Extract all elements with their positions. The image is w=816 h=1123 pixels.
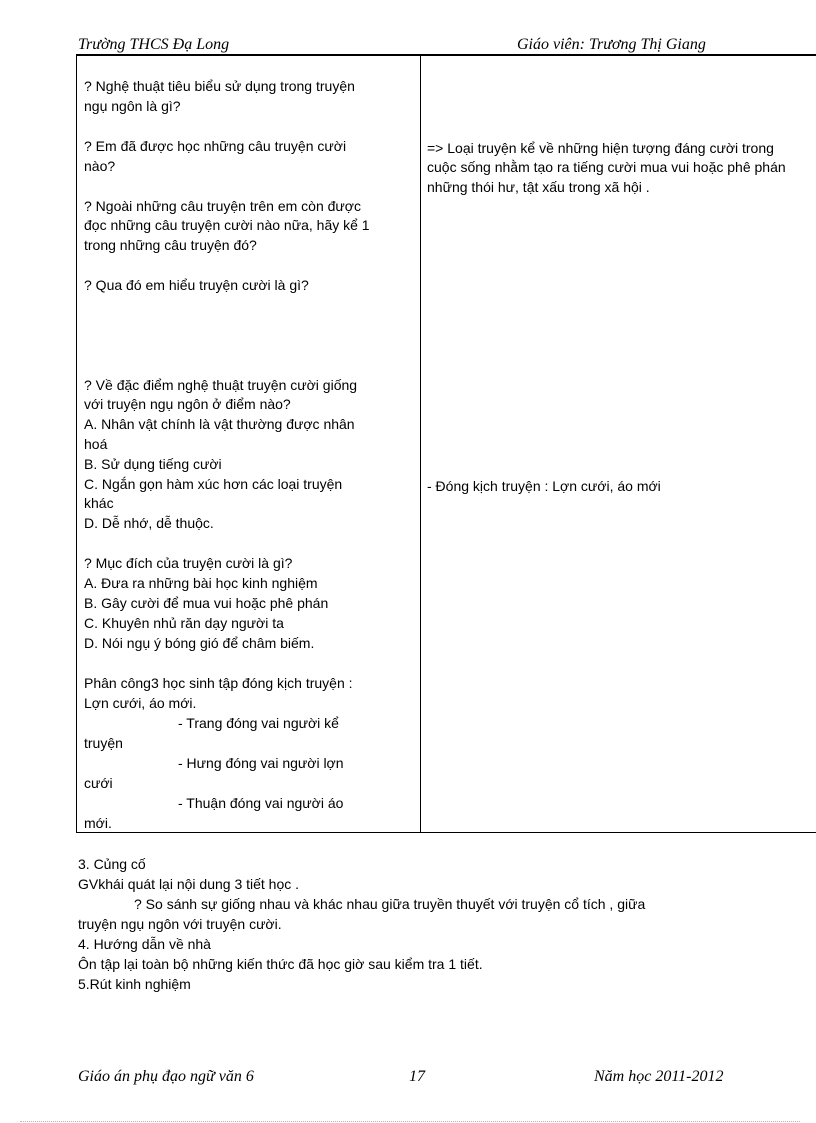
left-line: truyện — [84, 735, 123, 751]
page-number: 17 — [409, 1068, 425, 1085]
page-edge — [20, 1121, 800, 1122]
left-line: C. Ngắn gọn hàm xúc hơn các loại truyện — [84, 476, 343, 492]
right-line: cuộc sống nhằm tạo ra tiếng cười mua vui hoặc phê phán — [427, 159, 786, 175]
left-line: nào? — [84, 158, 116, 174]
section-heading: 5.Rút kinh nghiệm — [78, 976, 191, 992]
left-line: C. Khuyên nhủ răn dạy người ta — [84, 615, 284, 631]
left-line: - Trang đóng vai người kể — [178, 715, 339, 731]
section-heading: 4. Hướng dẫn về nhà — [78, 936, 211, 952]
left-line: - Thuận đóng vai người áo — [178, 795, 344, 811]
left-line: hoá — [84, 436, 108, 452]
left-line: cưới — [84, 775, 113, 791]
left-line: A. Đưa ra những bài học kinh nghiệm — [84, 575, 318, 591]
table-column-divider — [420, 55, 421, 833]
left-line: A. Nhân vật chính là vật thường được nhân — [84, 416, 355, 432]
left-line: ? Em đã được học những câu truyện cười — [84, 138, 347, 154]
left-line: Lợn cưới, áo mới. — [84, 695, 197, 711]
left-line: Phân công3 học sinh tập đóng kịch truyện : — [84, 675, 353, 691]
right-line: những thói hư, tật xấu trong xã hội . — [427, 179, 650, 195]
left-line: ngụ ngôn là gì? — [84, 98, 181, 114]
left-line: D. Dễ nhớ, dễ thuộc. — [84, 515, 214, 531]
right-line: => Loại truyện kể về những hiện tượng đáng cười trong — [427, 140, 774, 156]
left-line: mới. — [84, 815, 112, 831]
left-line: ? Mục đích của truyện cười là gì? — [84, 555, 293, 571]
left-line: khác — [84, 495, 114, 511]
left-line: B. Sử dụng tiếng cười — [84, 456, 222, 472]
section-heading: 3. Củng cố — [78, 856, 146, 872]
right-line: - Đóng kịch truyện : Lợn cưới, áo mới — [427, 478, 661, 494]
header-school: Trường THCS Đạ Long — [78, 36, 230, 53]
body-line: truyện ngụ ngôn với truyện cười. — [78, 916, 282, 932]
footer-school-year: Năm học 2011-2012 — [594, 1068, 724, 1085]
left-line: D. Nói ngụ ý bóng gió để châm biếm. — [84, 635, 315, 651]
left-line: - Hưng đóng vai người lợn — [178, 755, 344, 771]
body-line: GVkhái quát lại nội dung 3 tiết học . — [78, 876, 300, 892]
footer-title: Giáo án phụ đạo ngữ văn 6 — [78, 1068, 254, 1085]
body-line: ? So sánh sự giống nhau và khác nhau giữa truyền thuyết với truyện cổ tích , giữa — [134, 896, 646, 912]
left-line: ? Ngoài những câu truyện trên em còn được — [84, 198, 361, 214]
body-line: Ôn tập lại toàn bộ những kiến thức đã học giờ sau kiểm tra 1 tiết. — [78, 956, 483, 972]
left-line: ? Về đặc điểm nghệ thuật truyện cười giống — [84, 377, 358, 393]
left-line: với truyện ngụ ngôn ở điểm nào? — [84, 396, 291, 412]
left-line: B. Gây cười để mua vui hoặc phê phán — [84, 595, 329, 611]
left-line: ? Nghệ thuật tiêu biểu sử dụng trong truyện — [84, 78, 355, 94]
left-line: trong những câu truyện đó? — [84, 237, 257, 253]
left-line: đọc những câu truyện cười nào nữa, hãy kể 1 — [84, 217, 370, 233]
header-teacher: Giáo viên: Trương Thị Giang — [517, 36, 706, 53]
left-line: ? Qua đó em hiểu truyện cười là gì? — [84, 277, 309, 293]
